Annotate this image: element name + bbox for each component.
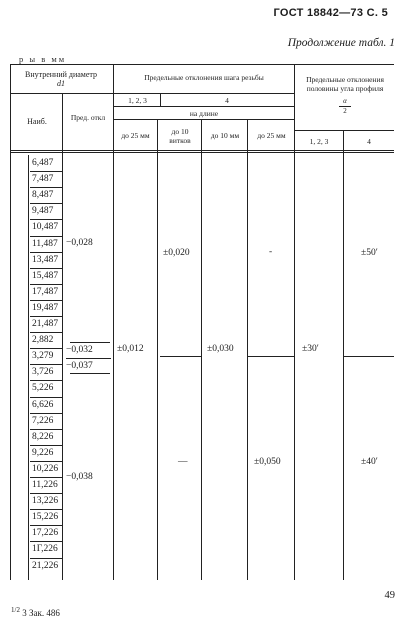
header-pred-otkl: Пред. откл <box>70 113 106 122</box>
header-inner-diameter <box>12 70 110 88</box>
table-row-naib-value: 9,226 <box>32 447 54 458</box>
header-len-25a: до 25 мм <box>121 131 150 140</box>
angle-class-rule <box>294 130 394 131</box>
pred-otkl-group-1: −0,028 <box>66 238 93 248</box>
document-header: ГОСТ 18842—73 С. 5 <box>273 7 388 19</box>
table-row-separator <box>30 332 62 333</box>
pred-otkl-group-4: −0,038 <box>66 472 93 482</box>
table-row-separator <box>30 413 62 414</box>
pitch-25b-rule <box>247 356 294 357</box>
pitch-dev-25mm: ±0,012 <box>117 344 144 354</box>
table-row-naib-value: 10,487 <box>32 222 59 233</box>
header-len-25b: до 25 мм <box>257 131 286 140</box>
table-row-naib-value: 5,226 <box>32 383 54 394</box>
table-row-naib-value: 8,226 <box>32 431 54 442</box>
angle-dev-class-123: ±30′ <box>302 344 319 354</box>
page-number: 49 <box>384 590 395 601</box>
header-len-10turns: до 10 витков <box>169 127 191 145</box>
table-row-naib-value: 1Г,226 <box>32 544 58 555</box>
table-row-naib-value: 11,487 <box>32 238 58 249</box>
table-row-separator <box>30 348 62 349</box>
table-row-naib-value: 8,487 <box>32 190 54 201</box>
table-row-separator <box>30 461 62 462</box>
header-pitch-class-123: 1, 2, 3 <box>128 96 147 105</box>
header-angle-class-4: 4 <box>367 137 371 146</box>
table-row-naib-value: 15,487 <box>32 270 59 281</box>
table-row-separator <box>30 380 62 381</box>
col-rule-25a <box>157 119 158 580</box>
table-row-separator <box>30 187 62 188</box>
col-rule-angle <box>294 64 295 580</box>
pitch-dev-25mm-b-a: - <box>269 247 273 257</box>
header-rule-3 <box>113 119 294 120</box>
table-row-naib-value: 9,487 <box>32 206 54 217</box>
table-row-naib-value: 3,726 <box>32 367 54 378</box>
table-row-separator <box>30 558 62 559</box>
table-row-separator <box>30 364 62 365</box>
header-pitch-dev: Предельные отклонения шага резьбы <box>144 73 264 82</box>
header-angle-dev: Предельные отклонения половины угла профиля <box>306 75 384 93</box>
table-row-naib-value: 13,487 <box>32 254 59 265</box>
col-rule-pred <box>113 64 114 580</box>
header-on-length: на длине <box>189 109 219 118</box>
table-row-separator <box>30 219 62 220</box>
footer-text: 3 Зак. 486 <box>19 608 60 618</box>
col-rule-turns <box>201 119 202 580</box>
table-row-naib-value: 17,226 <box>32 528 59 539</box>
table-row-separator <box>30 445 62 446</box>
table-row-naib-value: 3,279 <box>32 351 54 362</box>
table-row-separator <box>30 203 62 204</box>
header-d1: d1 <box>57 79 65 88</box>
col-rule-angle-class <box>343 130 344 580</box>
pitch-dev-25mm-b-b: ±0,050 <box>254 457 281 467</box>
header-angle-class-123: 1, 2, 3 <box>309 137 329 146</box>
table-row-separator <box>30 171 62 172</box>
pitch-turns-rule <box>160 356 201 357</box>
header-alpha: α <box>343 97 347 105</box>
table-row-naib-value: 21,226 <box>32 560 59 571</box>
header-inner-diameter-text: Внутренний диаметр <box>25 70 97 79</box>
header-rule-2 <box>113 106 294 107</box>
footer-fraction: 1/2 <box>11 606 20 614</box>
table-row-separator <box>30 493 62 494</box>
pred-otkl-rule-1 <box>70 342 110 343</box>
table-row-separator <box>30 316 62 317</box>
header-pitch-class-4: 4 <box>225 96 229 105</box>
header-len-10mm: до 10 мм <box>210 131 240 140</box>
table-row-separator <box>30 477 62 478</box>
header-bottom-rule-2 <box>10 152 394 153</box>
header-two: 2 <box>339 106 351 116</box>
col-rule-naib <box>62 93 63 580</box>
units-label: р ы в мм <box>19 54 67 64</box>
header-naib: Наиб. <box>27 117 47 126</box>
pred-otkl-group-3: −0,037 <box>66 361 93 371</box>
table-row-separator <box>30 541 62 542</box>
table-row-naib-value: 15,226 <box>32 512 59 523</box>
table-row-naib-value: 2,882 <box>32 335 54 346</box>
pitch-dev-10turns-a: ±0,020 <box>163 248 190 258</box>
table-row-naib-value: 11,226 <box>32 480 58 490</box>
print-footer <box>11 606 60 618</box>
table-row-naib-value: 10,226 <box>32 463 59 474</box>
table-row-separator <box>30 300 62 301</box>
table-row-separator <box>30 284 62 285</box>
pred-otkl-rule-3 <box>70 373 110 374</box>
pitch-dev-10turns-b: — <box>178 457 188 467</box>
table-row-naib-value: 6,487 <box>32 158 54 168</box>
table-row-separator <box>30 429 62 430</box>
table-row-naib-value: 13,226 <box>32 496 59 507</box>
angle-4-rule <box>343 356 394 357</box>
naib-inner-rule <box>28 155 29 580</box>
table-row-separator <box>30 397 62 398</box>
header-bottom-rule <box>10 150 394 151</box>
table-row-separator <box>30 236 62 237</box>
table-row-naib-value: 7,226 <box>32 415 54 426</box>
pred-otkl-rule-2 <box>66 358 111 359</box>
angle-dev-class-4-a: ±50′ <box>361 248 378 258</box>
table-row-naib-value: 6,626 <box>32 399 54 410</box>
table-row-naib-value: 19,487 <box>32 302 59 313</box>
table-row-separator <box>30 525 62 526</box>
table-row-separator <box>30 509 62 510</box>
table-row-naib-value: 7,487 <box>32 174 54 185</box>
pred-otkl-group-2: −0,032 <box>66 345 93 355</box>
table-row-naib-value: 21,487 <box>32 319 59 329</box>
table-continuation-note: Продолжение табл. 1 <box>287 37 395 49</box>
header-alpha-fraction <box>296 97 394 116</box>
col-rule-10mm <box>247 119 248 580</box>
table-row-separator <box>30 252 62 253</box>
table-row-naib-value: 17,487 <box>32 286 59 297</box>
pitch-dev-10mm: ±0,030 <box>207 344 234 354</box>
table-left-rule <box>10 64 11 580</box>
table-top-rule <box>10 64 394 65</box>
table-row-separator <box>30 268 62 269</box>
angle-dev-class-4-b: ±40′ <box>361 457 378 467</box>
header-rule-1 <box>10 93 294 94</box>
